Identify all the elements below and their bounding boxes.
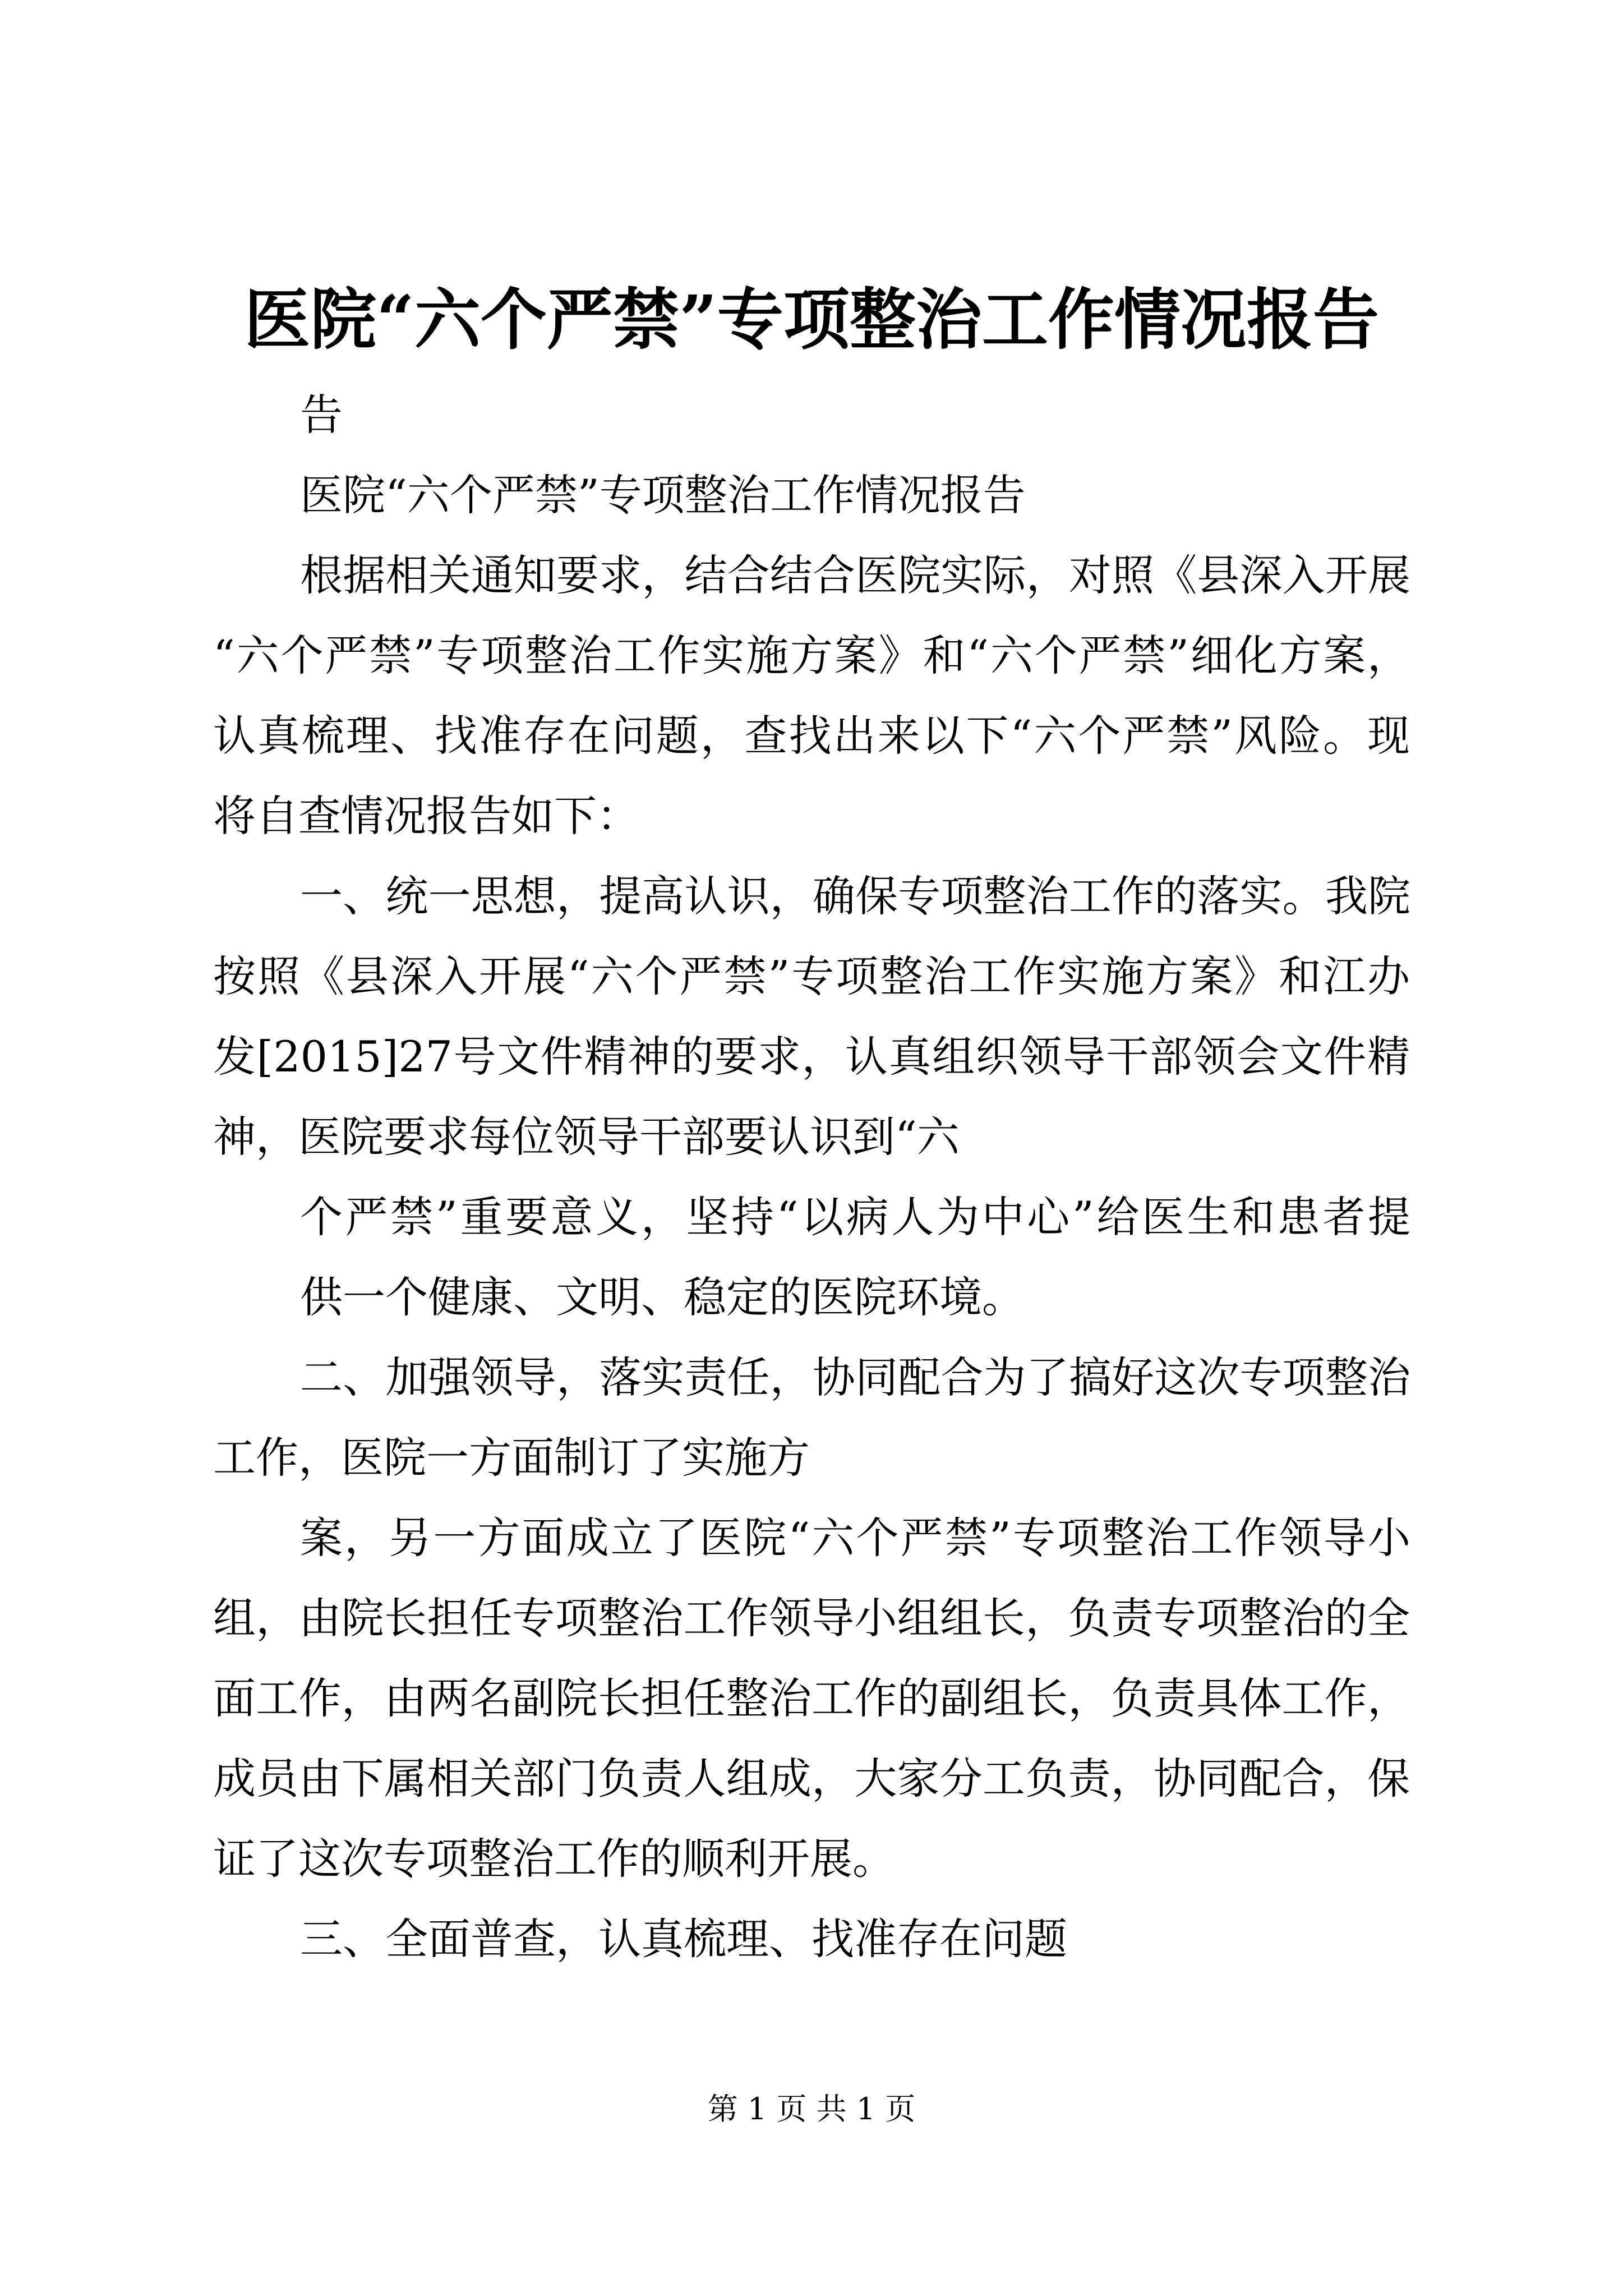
paragraph-line: 按照《县深入开展“六个严禁”专项整治工作实施方案》和江办: [213, 951, 1410, 1001]
paragraph-line: 组，由院长担任专项整治工作领导小组组长，负责专项整治的全: [213, 1593, 1410, 1643]
page-title: 医院“六个严禁”专项整治工作情况报告: [244, 280, 1379, 358]
paragraph-line: 认真梳理、找准存在问题，查找出来以下“六个严禁”风险。现: [213, 711, 1410, 761]
paragraph-line: 面工作，由两名副院长担任整治工作的副组长，负责具体工作，: [213, 1673, 1410, 1723]
paragraph-line: 证了这次专项整治工作的顺利开展。: [213, 1834, 895, 1884]
paragraph-line: 成员由下属相关部门负责人组成，大家分工负责，协同配合，保: [213, 1754, 1410, 1803]
paragraph-line: 一、统一思想，提高认识，确保专项整治工作的落实。我院: [300, 871, 1410, 921]
paragraph-line: 二、加强领导，落实责任，协同配合为了搞好这次专项整治: [300, 1352, 1410, 1402]
page-number-footer: 第 1 页 共 1 页: [707, 2091, 916, 2127]
paragraph-line: 神，医院要求每位领导干部要认识到“六: [213, 1112, 960, 1162]
paragraph-line: 三、全面普查，认真梳理、找准存在问题: [300, 1914, 1067, 1964]
paragraph-line: 告: [300, 390, 343, 440]
paragraph-line: 个严禁”重要意义，坚持“以病人为中心”给医生和患者提: [300, 1192, 1410, 1242]
paragraph-line: 工作，医院一方面制订了实施方: [213, 1433, 810, 1483]
paragraph-line: 根据相关通知要求，结合结合医院实际，对照《县深入开展: [300, 550, 1410, 600]
paragraph-line: “六个严禁”专项整治工作实施方案》和“六个严禁”细化方案，: [213, 631, 1410, 680]
paragraph-line: 供一个健康、文明、稳定的医院环境。: [300, 1272, 1025, 1322]
paragraph-line: 案，另一方面成立了医院“六个严禁”专项整治工作领导小: [300, 1513, 1410, 1563]
paragraph-line: 医院“六个严禁”专项整治工作情况报告: [300, 470, 1026, 520]
paragraph-line: 将自查情况报告如下：: [213, 791, 639, 841]
paragraph-line: 发[2015]27号文件精神的要求，认真组织领导干部领会文件精: [213, 1032, 1410, 1082]
